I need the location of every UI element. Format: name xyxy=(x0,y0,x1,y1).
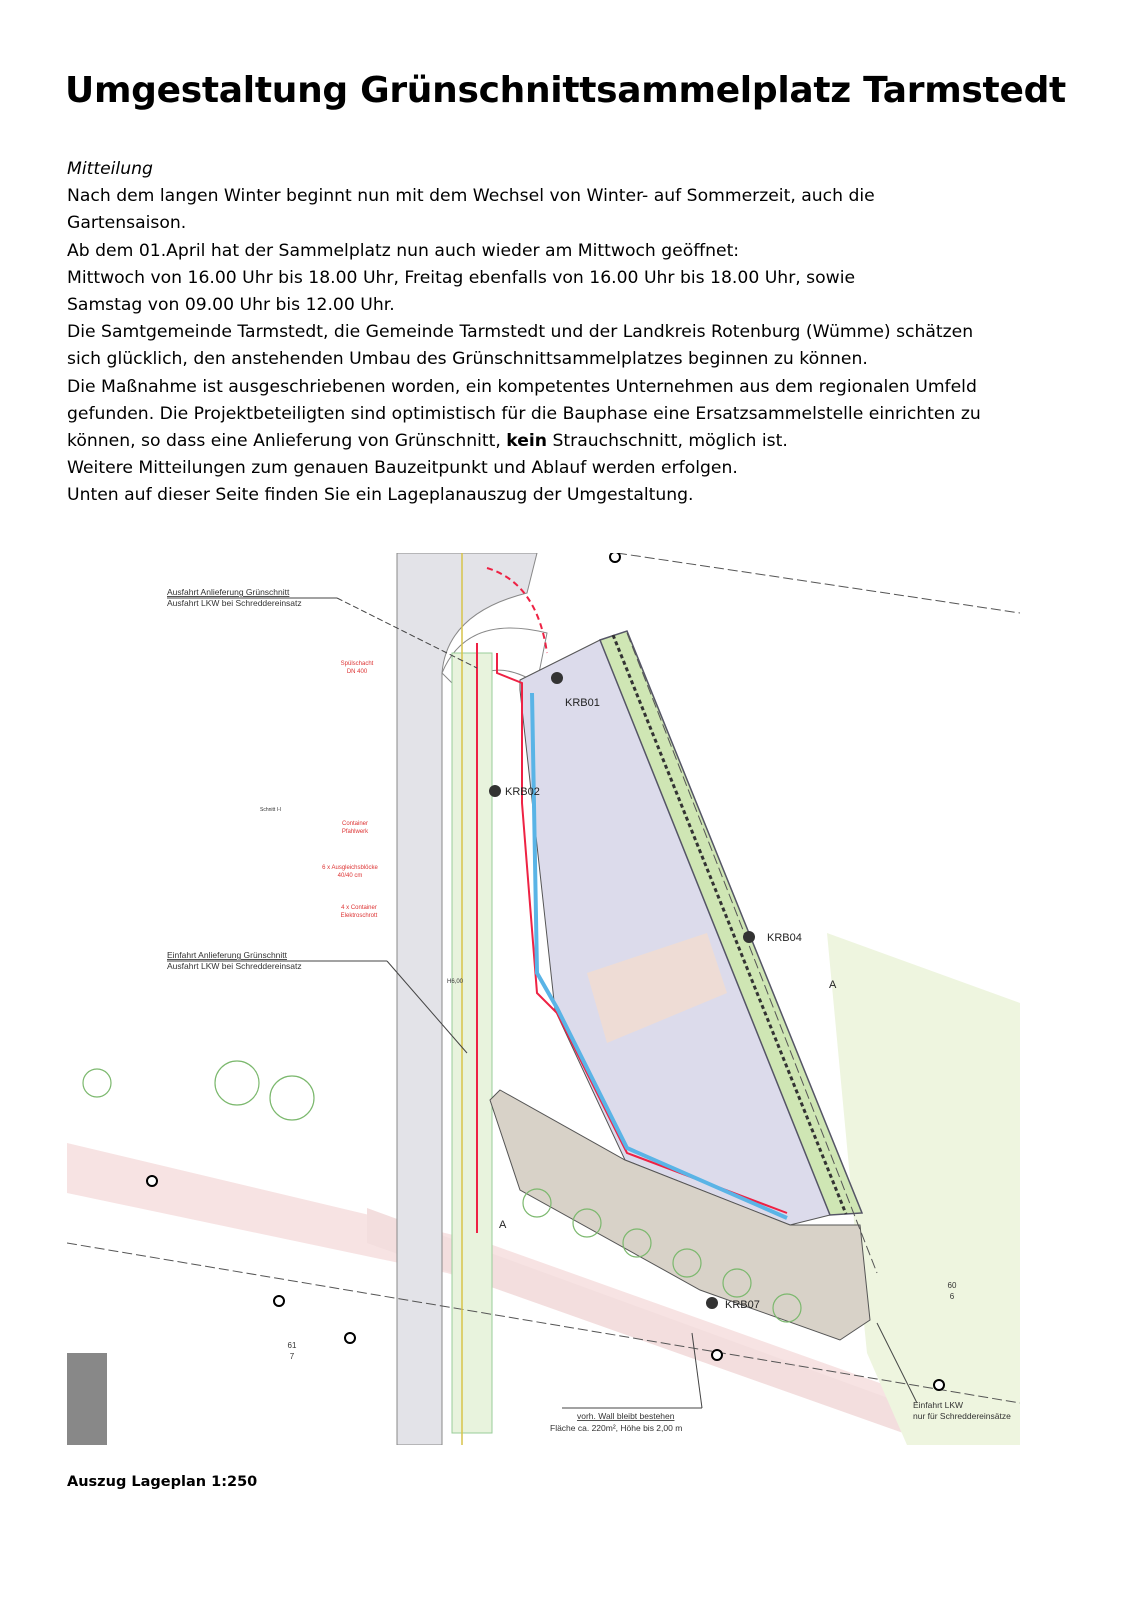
page-title: Umgestaltung Grünschnittsammelplatz Tarmstedt xyxy=(65,70,1066,111)
notice-line xyxy=(67,428,1067,455)
krb02-label: KRB02 xyxy=(505,786,540,798)
entry-sublabel: Ausfahrt LKW bei Schreddereinsatz xyxy=(167,961,302,971)
notice-line: Samstag von 09.00 Uhr bis 12.00 Uhr. xyxy=(67,295,395,316)
notice-line: sich glücklich, den anstehenden Umbau des Grünschnittsammelplatzes beginnen zu können. xyxy=(67,349,868,370)
notice-line: Die Maßnahme ist ausgeschriebenen worden, ein kompetentes Unternehmen aus dem regionalen Umfeld xyxy=(67,376,977,397)
parcel-number: 6 xyxy=(949,1292,955,1301)
notice-line: Ab dem 01.April hat der Sammelplatz nun auch wieder am Mittwoch geöffnet: xyxy=(67,240,740,261)
label: 6 x Ausgleichsblöcke xyxy=(322,865,378,871)
notice-line: Die Samtgemeinde Tarmstedt, die Gemeinde Tarmstedt und der Landkreis Rotenburg (Wümme) schätzen xyxy=(67,322,974,343)
krb04-label: KRB04 xyxy=(767,932,802,944)
exit-label: Ausfahrt Anlieferung Grünschnitt xyxy=(167,587,290,597)
label: Elektroschrott xyxy=(340,913,378,919)
krb07-label: KRB07 xyxy=(725,1299,760,1311)
parcel-number: 60 xyxy=(947,1281,957,1290)
label: 4 x Container xyxy=(341,905,377,911)
benchmark-icon xyxy=(743,931,755,943)
text-span: Strauchschnitt, möglich ist. xyxy=(547,431,788,452)
krb01-label: KRB01 xyxy=(565,697,600,709)
label: DN 400 xyxy=(346,669,368,675)
notice-text xyxy=(67,156,1067,510)
benchmark-icon xyxy=(706,1297,718,1309)
wall-sublabel: Fläche ca. 220m², Höhe bis 2,00 m xyxy=(550,1423,683,1433)
truck-entry-sublabel: nur für Schreddereinsätze xyxy=(913,1411,1011,1421)
label: Container xyxy=(341,821,369,827)
notice-line: Nach dem langen Winter beginnt nun mit dem Wechsel von Winter- auf Sommerzeit, auch die xyxy=(67,186,875,207)
site-plan xyxy=(67,553,1020,1445)
emphasis: kein xyxy=(506,431,548,452)
label: Spülschacht xyxy=(340,661,374,667)
plan-caption: Auszug Lageplan 1:250 xyxy=(67,1474,258,1490)
parcel-number: 7 xyxy=(289,1352,295,1361)
notice-line: gefunden. Die Projektbeteiligten sind optimistisch für die Bauphase eine Ersatzsammelstelle einrichten zu xyxy=(67,403,981,424)
entry-label: Einfahrt Anlieferung Grünschnitt xyxy=(167,950,288,960)
notice-line: Weitere Mitteilungen zum genauen Bauzeitpunkt und Ablauf werden erfolgen. xyxy=(67,458,738,479)
section-label: Schnitt I-I xyxy=(260,807,282,813)
section-a-label: A xyxy=(499,1219,507,1231)
label: Pfahlwerk xyxy=(341,829,369,835)
exit-sublabel: Ausfahrt LKW bei Schreddereinsatz xyxy=(167,598,302,608)
section-a-label: A xyxy=(829,979,837,991)
notice-line: Unten auf dieser Seite finden Sie ein Lageplanauszug der Umgestaltung. xyxy=(67,485,694,506)
label: 40/40 cm xyxy=(337,873,363,879)
notice-heading: Mitteilung xyxy=(67,159,153,179)
wall-label: vorh. Wall bleibt bestehen xyxy=(577,1411,675,1421)
text-span: können, so dass eine Anlieferung von Grünschnitt, xyxy=(67,431,507,452)
notice-line: Gartensaison. xyxy=(67,213,187,234)
height-label: H6,00 xyxy=(447,979,464,985)
truck-entry-label: Einfahrt LKW xyxy=(913,1400,964,1410)
benchmark-icon xyxy=(551,672,563,684)
notice-line: Mittwoch von 16.00 Uhr bis 18.00 Uhr, Freitag ebenfalls von 16.00 Uhr bis 18.00 Uhr, sowie xyxy=(67,267,856,288)
benchmark-icon xyxy=(489,785,501,797)
parcel-number: 61 xyxy=(287,1341,297,1350)
